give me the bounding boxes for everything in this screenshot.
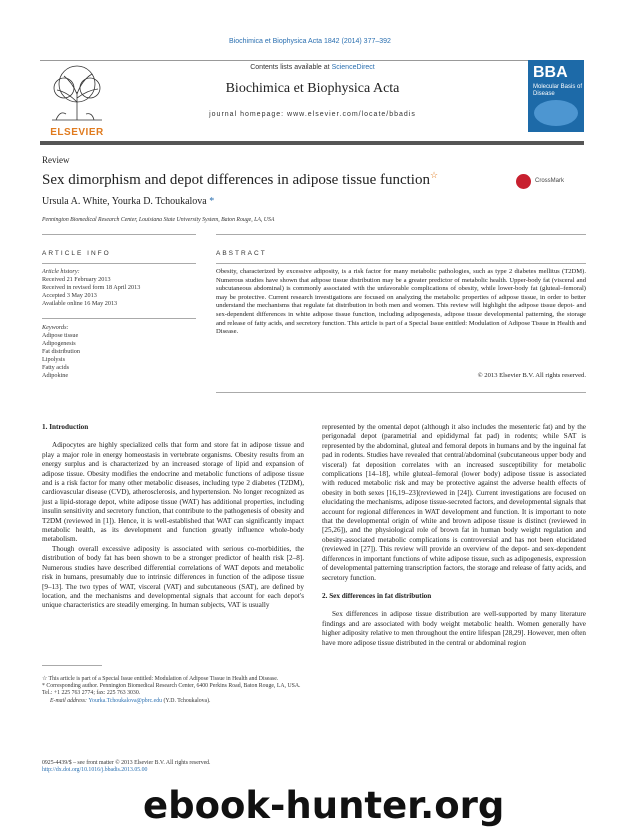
doi-link[interactable]: http://dx.doi.org/10.1016/j.bbadis.2013.05.00 xyxy=(42,767,148,774)
article-title xyxy=(42,170,438,189)
section-heading-introduction: 1. Introduction xyxy=(42,423,89,431)
divider xyxy=(216,263,586,264)
front-matter xyxy=(42,760,304,774)
article-title-text: Sex dimorphism and depot differences in adipose tissue function xyxy=(42,172,430,188)
cover-title: BBA xyxy=(533,64,568,81)
contents-line xyxy=(130,64,495,71)
abstract-copyright: © 2013 Elsevier B.V. All rights reserved. xyxy=(477,372,586,379)
elsevier-tree-icon xyxy=(42,62,112,124)
journal-homepage-link[interactable]: journal homepage: www.elsevier.com/locate/bbadis xyxy=(209,111,416,118)
keyword-item: Fatty acids xyxy=(42,364,69,371)
keywords-label: Keywords: xyxy=(42,324,69,331)
affiliation: Pennington Biomedical Research Center, Louisiana State University System, Baton Rouge, LA, USA xyxy=(42,217,275,223)
email-link[interactable]: Yourka.Tchoukalova@pbrc.edu xyxy=(88,697,163,704)
publisher-name: ELSEVIER xyxy=(50,127,104,138)
paragraph: Though overall excessive adiposity is associated with serious co-morbidities, the distribution of body fat has been shown to be a stronger predictor of health risk [2–8]. Numerous studies have described differential correlations of WAT depots and metabolic risk in humans, presumably due to intrinsic differences in function of the adipose tissue [9–13]. The two types of WAT, visceral (VAT) and subcutaneous (SAT), are defined by location, and the mechanisms and developmental signals that account for each depot's unique characteristics are steadily emerging. In human subjects, VAT is usually xyxy=(42,544,304,610)
crossmark-label: CrossMark xyxy=(535,178,565,184)
keyword-item: Adipokine xyxy=(42,372,69,379)
author-names[interactable]: Ursula A. White, Yourka D. Tchoukalova xyxy=(42,196,207,207)
footnote-divider xyxy=(42,665,102,666)
article-history xyxy=(42,268,196,308)
section-heading-sex-differences: 2. Sex differences in fat distribution xyxy=(322,591,432,600)
crossmark-badge[interactable] xyxy=(516,173,572,191)
history-item: Accepted 3 May 2013 xyxy=(42,292,97,299)
divider xyxy=(42,234,196,235)
divider xyxy=(216,392,586,393)
watermark-text: ebook-hunter.org xyxy=(143,784,505,827)
issn-line: 0925-4439/$ – see front matter © 2013 Elsevier B.V. All rights reserved. xyxy=(42,760,211,766)
article-info-heading: ARTICLE INFO xyxy=(42,250,111,257)
cover-graphic xyxy=(534,100,578,126)
footnote-email xyxy=(42,698,304,705)
contents-prefix: Contents lists available at xyxy=(250,64,332,71)
abstract-text: Obesity, characterized by excessive adiposity, is a risk factor for many metabolic pathologies, such as type 2 diabetes mellitus (T2DM). Numerous studies have shown that adipose tissue distribution may be a greater predictor of metabolic health. Upper-body fat (visceral and subcutaneous abdominal) is commonly associated with the unfavorable complications of obesity, while lower-body fat (gluteal–femoral) may be protective. Current research investigations are focused on analyzing the metabolic properties of adipose tissue, in order to better understand the mechanisms that regulate fat distribution in both men and women. This review will highlight the adipose tissue depot- and sex-dependent differences in white adipose tissue function, including adipogenesis, adipose tissue developmental patterning, the storage and release of fatty acids, and secretory function. This article is part of a Special Issue entitled: Modulation of Adipose Tissue in Health and Disease. xyxy=(216,268,586,336)
cover-subtitle: Molecular Basis of Disease xyxy=(533,84,583,97)
email-suffix: (Y.D. Tchoukalova). xyxy=(162,697,211,704)
authors xyxy=(42,196,214,207)
journal-name: Biochimica et Biophysica Acta xyxy=(225,81,400,96)
divider xyxy=(42,263,196,264)
elsevier-logo[interactable] xyxy=(42,62,112,138)
abstract-heading: ABSTRACT xyxy=(216,250,267,257)
email-label: E-mail address: xyxy=(50,697,89,704)
title-footnote-mark[interactable]: ☆ xyxy=(429,170,439,180)
body-right-column xyxy=(322,423,586,648)
history-item: Received in revised form 18 April 2013 xyxy=(42,284,141,291)
keyword-item: Adipogenesis xyxy=(42,340,76,347)
footnote-special-issue: ☆ This article is part of a Special Issue entitled: Modulation of Adipose Tissue in Health and Disease. xyxy=(42,676,279,682)
keyword-item: Adipose tissue xyxy=(42,332,79,339)
paragraph: Sex differences in adipose tissue distribution are well-supported by many literature findings and are associated with body weight metabolic health. Women generally have higher adiposity relative to men throughout the entire lifespan [28,29]. However, men often have more adipose tissue distributed in the central or abdominal region xyxy=(322,610,586,647)
keyword-item: Fat distribution xyxy=(42,348,80,355)
paragraph: Adipocytes are highly specialized cells that form and store fat in adipose tissue and play a major role in energy homeostasis in vertebrate organisms. Obesity results from an energy surplus and is characterized by an increased storage of lipid and expansion of adipose tissue. Obesity modifies the endocrine and metabolic functions of adipose tissue and is a risk factor for many other metabolic diseases, including type 2 diabetes (T2DM), cardiovascular disease (CVD), atherosclerosis, and hypertension. No longer recognized as just a lipid-storage depot, white adipose tissue (WAT) has additional properties, including insulin sensitivity and secretory function, that contribute to the pathogenesis of obesity and T2DM (reviewed in [1]). Hence, it is well-established that WAT can significantly impact metabolic health, as its development and function greatly influence whole-body metabolism. xyxy=(42,441,304,544)
footnotes xyxy=(42,676,304,705)
history-item: Available online 16 May 2013 xyxy=(42,300,118,307)
history-item: Received 21 February 2013 xyxy=(42,276,111,283)
crossmark-icon xyxy=(516,174,531,189)
journal-cover-image[interactable] xyxy=(528,60,584,132)
history-label: Article history: xyxy=(42,268,80,275)
paragraph: represented by the omental depot (although it also includes the mesenteric fat) and by the perigonadal depot (parametrial and epididymal fat pad) in rodents; while SAT is represented by the abdominal, gluteal and femoral depots in humans and by the inguinal fat pad in rodents. Studies have revealed that central/abdominal (subcutaneous upper body and visceral) fat deposition correlates with an increased susceptibility for metabolic complications [14–18], while gluteal–femoral (lower body) adipose tissue is associated with reduced metabolic risk and may be protective against the adverse health effects of obesity in both sexes [16,19–23](reviewed in [24]). Current investigations are focused on elucidating the mechanisms, adipose tissue-secreted factors, and developmental signals that account for regional differences in WAT development and function. It is important to note that the developmental origin of white and brown adipose tissue is distinct (reviewed in [25,26]), and the physiological role of brown fat in human body weight regulation and obesity-associated metabolic complications is controversial and has not been elucidated (reviewed in [27]). This review will provide an overview of the depot- and sex-dependent differences in important functions of white adipose tissue, such as adipogenesis, expression of developmental patterning transcription factors, the storage and release of fatty acids, and secretory function. xyxy=(322,423,586,582)
article-type: Review xyxy=(42,155,70,165)
sciencedirect-link[interactable]: ScienceDirect xyxy=(331,64,375,71)
divider xyxy=(42,318,196,319)
body-left-column xyxy=(42,423,304,611)
journal-citation[interactable]: Biochimica et Biophysica Acta 1842 (2014) 377–392 xyxy=(229,38,391,45)
keywords xyxy=(42,324,196,380)
keyword-item: Lipolysis xyxy=(42,356,66,363)
journal-masthead xyxy=(130,64,495,118)
corresponding-author-mark[interactable]: * xyxy=(209,196,215,207)
divider xyxy=(216,234,586,235)
footnote-corresponding: * Corresponding author. Pennington Biomedical Research Center, 6400 Perkins Road, Baton Rouge, LA, USA. Tel.: +1 225 763 2774; fax: 225 763 3030. xyxy=(42,683,301,697)
